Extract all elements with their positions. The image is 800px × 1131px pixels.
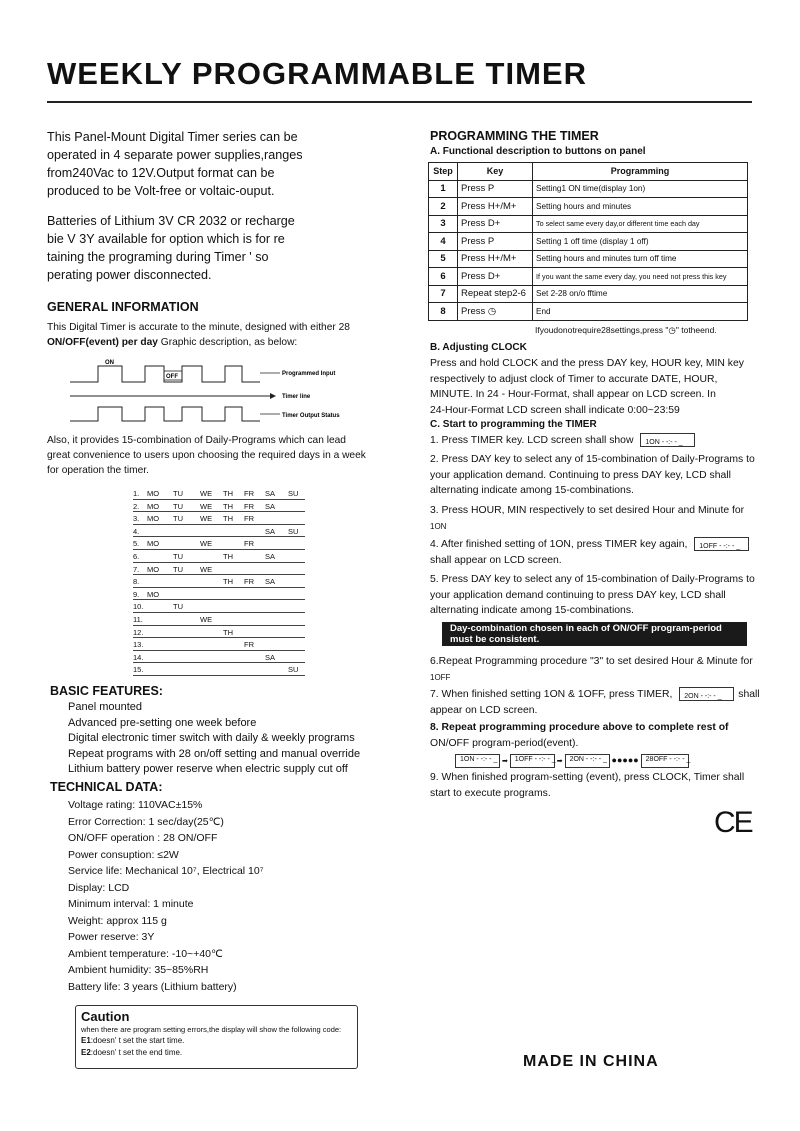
combination-day: SA bbox=[265, 652, 276, 662]
feature-item: Advanced pre-setting one week before bbox=[68, 716, 257, 729]
general-text bbox=[47, 320, 377, 350]
combination-day: WE bbox=[200, 564, 213, 574]
c7-line: appear on LCD screen. bbox=[430, 704, 538, 716]
feature-item: Panel mounted bbox=[68, 701, 142, 713]
step-c2 bbox=[430, 452, 760, 499]
key-name: Press P bbox=[458, 233, 533, 251]
step-c4 bbox=[430, 537, 760, 568]
programming-desc: Setting1 ON time(display 1on) bbox=[533, 180, 748, 198]
tech-item: Minimum interval: 1 minute bbox=[68, 898, 194, 910]
combination-day: TU bbox=[173, 514, 183, 524]
general-line bbox=[47, 335, 377, 350]
c8-bold: 8. Repeat programming procedure above to complete rest of bbox=[430, 722, 729, 733]
combination-day: MO bbox=[147, 489, 160, 498]
c2-line: 2. Press DAY key to select any of 15-combination of Daily-Programs to bbox=[430, 454, 755, 465]
programming-desc: Setting hours and minutes bbox=[533, 198, 748, 216]
combination-day: FR bbox=[244, 577, 254, 587]
intro-paragraph-1 bbox=[47, 128, 337, 200]
step-c8 bbox=[430, 720, 760, 751]
combination-row bbox=[133, 563, 305, 576]
step-c3 bbox=[430, 503, 760, 534]
step-number: 2 bbox=[429, 198, 458, 216]
section-a-heading: A. Functional description to buttons on panel bbox=[430, 146, 646, 157]
combination-day: TH bbox=[223, 501, 233, 511]
programming-desc: If you want the same every day, you need not press this key bbox=[533, 268, 748, 286]
combination-row bbox=[133, 537, 305, 550]
arrow-head-icon bbox=[270, 393, 276, 399]
combination-day: TH bbox=[223, 627, 233, 637]
lcd-2on: 2ON - -:- - _ bbox=[679, 687, 734, 701]
progress-dots: ●●●●● bbox=[611, 754, 639, 765]
combination-row bbox=[133, 638, 305, 651]
caution-e2 bbox=[81, 1047, 352, 1059]
c5-line: alternating indicate among 15-combinations. bbox=[430, 605, 634, 616]
general-bold: ON/OFF(event) per day bbox=[47, 337, 158, 348]
key-table bbox=[428, 162, 748, 321]
banner-line: must be consistent. bbox=[450, 634, 540, 645]
technical-list bbox=[68, 797, 264, 995]
tech-item: Battery life: 3 years (Lithium battery) bbox=[68, 980, 237, 993]
key-table-row bbox=[429, 250, 748, 268]
general-heading: GENERAL INFORMATION bbox=[47, 300, 199, 314]
c9-line: start to execute programs. bbox=[430, 787, 551, 799]
combination-number: 14. bbox=[133, 652, 144, 662]
key-name: Press ◷ bbox=[458, 303, 533, 321]
timing-diagram bbox=[70, 356, 360, 426]
intro-line: bie V 3Y available for option which is for re bbox=[47, 232, 285, 246]
combination-day: FR bbox=[244, 640, 254, 650]
combination-day: TH bbox=[223, 577, 233, 587]
on-label: ON bbox=[105, 360, 114, 366]
e2-code: E2 bbox=[81, 1048, 91, 1057]
combination-row bbox=[133, 613, 305, 626]
feature-item: Digital electronic timer switch with daily & weekly programs bbox=[68, 732, 355, 744]
combination-number: 12. bbox=[133, 627, 144, 637]
combination-day: FR bbox=[244, 501, 254, 511]
combination-day: SA bbox=[265, 552, 276, 561]
combination-row bbox=[133, 663, 305, 676]
key-name: Press H+/M+ bbox=[458, 250, 533, 268]
combination-day: TU bbox=[173, 552, 183, 561]
key-table-row bbox=[429, 180, 748, 198]
key-name: Press P bbox=[458, 180, 533, 198]
combination-day: TU bbox=[173, 602, 183, 612]
tech-item: Power consuption: ≤2W bbox=[68, 848, 179, 861]
combination-row bbox=[133, 651, 305, 664]
header-step: Step bbox=[429, 163, 458, 181]
lcd-seq-2on: 2ON - -:- - _ bbox=[565, 754, 610, 768]
combination-day: TU bbox=[173, 564, 183, 574]
combination-row bbox=[133, 525, 305, 538]
step-c7 bbox=[430, 687, 760, 718]
section-b-heading: B. Adjusting CLOCK bbox=[430, 342, 527, 353]
combination-day: FR bbox=[244, 539, 254, 549]
step-number: 6 bbox=[429, 268, 458, 286]
combination-number: 6. bbox=[133, 552, 140, 561]
section-b-text bbox=[430, 356, 760, 418]
step-c6 bbox=[430, 654, 760, 685]
page-title: WEEKLY PROGRAMMABLE TIMER bbox=[47, 56, 587, 91]
combination-number: 5. bbox=[133, 539, 140, 549]
header-key: Key bbox=[458, 163, 533, 181]
combination-row bbox=[133, 575, 305, 588]
combination-number: 9. bbox=[133, 589, 140, 599]
key-name: Press H+/M+ bbox=[458, 198, 533, 216]
made-in-label: MADE IN CHINA bbox=[523, 1053, 659, 1070]
combination-number: 2. bbox=[133, 501, 140, 511]
key-table-row bbox=[429, 215, 748, 233]
step-number: 5 bbox=[429, 250, 458, 268]
c8-line: ON/OFF program-period(event). bbox=[430, 737, 579, 749]
ce-mark-icon: CE bbox=[714, 806, 752, 839]
e2-text: :doesn' t set the end time. bbox=[90, 1048, 183, 1057]
table-note: Ifyoudonotrequire28settings,press "◷" totheend. bbox=[535, 325, 717, 335]
programming-desc: Setting hours and minutes turn off time bbox=[533, 250, 748, 268]
combination-day: MO bbox=[147, 501, 160, 511]
section-c-heading: C. Start to programming the TIMER bbox=[430, 419, 597, 430]
combination-number: 8. bbox=[133, 577, 140, 587]
combination-day: TH bbox=[223, 514, 233, 524]
programming-desc: End bbox=[533, 303, 748, 321]
combination-day: MO bbox=[147, 539, 160, 549]
key-name: Press D+ bbox=[458, 268, 533, 286]
tech-item: Error Correction: 1 sec/day(25℃) bbox=[68, 815, 224, 828]
intro-line: Batteries of Lithium 3V CR 2032 or recharge bbox=[47, 214, 295, 228]
key-table-row bbox=[429, 303, 748, 321]
c5-line: your application demand continuing to press DAY key, LCD shall bbox=[430, 589, 726, 601]
intro-line: operated in 4 separate power supplies,ranges bbox=[47, 148, 303, 162]
tech-item: Power reserve: 3Y bbox=[68, 931, 155, 943]
key-table-header bbox=[429, 163, 748, 181]
combination-row bbox=[133, 626, 305, 639]
programming-desc: To select same every day,or different time each day bbox=[533, 215, 748, 233]
title-divider bbox=[47, 101, 752, 103]
combination-day: MO bbox=[147, 564, 160, 574]
c7-shall: shall bbox=[738, 689, 760, 700]
intro-line: from240Vac to 12V.Output format can be bbox=[47, 166, 275, 180]
combination-number: 13. bbox=[133, 640, 144, 650]
combination-day: SA bbox=[265, 501, 276, 511]
combination-day: FR bbox=[244, 489, 254, 498]
caution-line: when there are program setting errors,the display will show the following code: bbox=[81, 1025, 342, 1034]
caution-heading: Caution bbox=[81, 1009, 130, 1024]
combination-day: SA bbox=[265, 577, 276, 587]
combination-number: 10. bbox=[133, 602, 144, 612]
intro-paragraph-2 bbox=[47, 212, 337, 284]
combination-day: TU bbox=[173, 501, 183, 511]
key-table-row bbox=[429, 268, 748, 286]
combination-day: SU bbox=[288, 665, 299, 675]
e1-code: E1 bbox=[81, 1036, 91, 1045]
also-text bbox=[47, 433, 377, 478]
c6-line: 6.Repeat Programming procedure "3" to set desired Hour & Minute for bbox=[430, 656, 753, 667]
combination-number: 1. bbox=[133, 489, 140, 498]
c4-line: shall appear on LCD screen. bbox=[430, 554, 562, 566]
combination-number: 3. bbox=[133, 514, 140, 524]
technical-heading: TECHNICAL DATA: bbox=[50, 780, 163, 794]
intro-line: perating power disconnected. bbox=[47, 268, 212, 282]
programmed-input-label: Programmed Input bbox=[282, 371, 336, 377]
key-table-row bbox=[429, 198, 748, 216]
lcd-seq-1off: 1OFF - -:- - _ bbox=[510, 754, 555, 768]
step-number: 4 bbox=[429, 233, 458, 251]
arrow-right-icon: ➡ bbox=[501, 757, 508, 765]
tech-item: ON/OFF operation : 28 ON/OFF bbox=[68, 832, 218, 844]
step-number: 1 bbox=[429, 180, 458, 198]
combination-row bbox=[133, 588, 305, 601]
tech-item: Service life: Mechanical 10⁷, Electrical 10⁷ bbox=[68, 865, 264, 877]
step-c9 bbox=[430, 770, 760, 801]
step-c5 bbox=[430, 572, 760, 619]
tech-item: Voltage rating: 110VAC±15% bbox=[68, 799, 203, 811]
timer-output-wave bbox=[70, 407, 260, 421]
caution-box bbox=[75, 1005, 358, 1069]
lcd-seq-28off: 28OFF - -:- - _ bbox=[641, 754, 689, 768]
features-list bbox=[68, 700, 360, 778]
key-table-row bbox=[429, 285, 748, 303]
c6-sub: 1OFF bbox=[430, 672, 451, 682]
key-name: Press D+ bbox=[458, 215, 533, 233]
combination-day: SU bbox=[288, 489, 299, 498]
c3-line: 3. Press HOUR, MIN respectively to set desired Hour and Minute for bbox=[430, 505, 745, 516]
combination-day: WE bbox=[200, 489, 213, 498]
combination-row bbox=[133, 500, 305, 513]
step-number: 3 bbox=[429, 215, 458, 233]
c3-sub: 1ON bbox=[430, 521, 447, 531]
caution-e1 bbox=[81, 1035, 352, 1047]
key-name: Repeat step2-6 bbox=[458, 285, 533, 303]
combination-day: MO bbox=[147, 589, 160, 599]
combination-day: SA bbox=[265, 489, 276, 498]
tech-item: Ambient temperature: -10~+40℃ bbox=[68, 947, 223, 960]
combination-day: WE bbox=[200, 615, 213, 624]
combination-day: FR bbox=[244, 514, 254, 524]
b-line: 24-Hour-Format LCD screen shall indicate 0:00~23:59 bbox=[430, 404, 680, 416]
combination-day: WE bbox=[200, 539, 213, 549]
programming-heading: PROGRAMMING THE TIMER bbox=[430, 129, 599, 143]
intro-line: This Panel-Mount Digital Timer series can be bbox=[47, 130, 298, 144]
step-c1 bbox=[430, 433, 695, 449]
combination-day: WE bbox=[200, 514, 213, 524]
feature-item: Repeat programs with 28 on/off setting and manual override bbox=[68, 747, 361, 760]
c1-text: 1. Press TIMER key. LCD screen shall show bbox=[430, 435, 634, 446]
key-table-row bbox=[429, 233, 748, 251]
combination-number: 15. bbox=[133, 665, 144, 675]
combination-day: TH bbox=[223, 489, 233, 498]
e1-text: :doesn' t set the start time. bbox=[90, 1036, 185, 1045]
features-heading: BASIC FEATURES: bbox=[50, 684, 163, 698]
banner-line: Day-combination chosen in each of ON/OFF program-period bbox=[450, 623, 722, 634]
c9-line: 9. When finished program-setting (event), press CLOCK, Timer shall bbox=[430, 772, 745, 783]
general-line: This Digital Timer is accurate to the minute, designed with either 28 bbox=[47, 322, 350, 333]
programming-desc: Set 2-28 on/o fftime bbox=[533, 285, 748, 303]
c4-text: 4. After finished setting of 1ON, press TIMER key again, bbox=[430, 539, 688, 550]
also-line: for operation the timer. bbox=[47, 465, 149, 476]
header-programming: Programming bbox=[533, 163, 748, 181]
lcd-seq-1on: 1ON - -:- - _ bbox=[455, 754, 500, 768]
c2-line: alternating indicate among 15-combinations. bbox=[430, 485, 634, 496]
feature-item: Lithium battery power reserve when electric supply cut off bbox=[68, 763, 348, 775]
c7-text: 7. When finished setting 1ON & 1OFF, press TIMER, bbox=[430, 689, 673, 700]
general-rest: Graphic description, as below: bbox=[157, 337, 298, 348]
tech-item: Ambient humidity: 35~85%RH bbox=[68, 964, 209, 976]
arrow-right-icon: ➡ bbox=[556, 757, 563, 765]
combination-day: SU bbox=[288, 526, 299, 536]
combination-day: MO bbox=[147, 514, 160, 524]
lcd-1off: 1OFF - -:- - _ bbox=[694, 537, 749, 551]
b-line: MINUTE. In 24 - Hour-Format, shall appear on LCD screen. In bbox=[430, 389, 716, 400]
c2-line: your application demand. Continuing to press DAY key, LCD shall bbox=[430, 469, 731, 481]
step-number: 8 bbox=[429, 303, 458, 321]
combination-number: 4. bbox=[133, 526, 140, 536]
combination-day: WE bbox=[200, 501, 213, 511]
intro-line: taining the programing during Timer ' so bbox=[47, 250, 269, 264]
lcd-1on: 1ON - -:- - _ bbox=[640, 433, 695, 447]
combination-row bbox=[133, 487, 305, 500]
off-label: OFF bbox=[166, 374, 178, 380]
combination-day: TU bbox=[173, 489, 183, 498]
programming-desc: Setting 1 off time (display 1 off) bbox=[533, 233, 748, 251]
c5-line: 5. Press DAY key to select any of 15-combination of Daily-Programs to bbox=[430, 574, 755, 585]
b-line: Press and hold CLOCK and the press DAY key, HOUR key, MIN key bbox=[430, 358, 744, 369]
combination-number: 11. bbox=[133, 615, 143, 624]
combination-day: SA bbox=[265, 526, 276, 536]
intro-line: produced to be Volt-free or voltaic-ouput. bbox=[47, 184, 275, 198]
also-line: great convenience to users upon choosing the required days in a week bbox=[47, 450, 366, 461]
consistency-banner bbox=[442, 622, 747, 646]
timer-line-label: Timer line bbox=[282, 394, 311, 400]
step-number: 7 bbox=[429, 285, 458, 303]
combination-number: 7. bbox=[133, 564, 140, 574]
lcd-sequence bbox=[455, 754, 689, 768]
tech-item: Weight: approx 115 g bbox=[68, 914, 167, 927]
tech-item: Display: LCD bbox=[68, 881, 130, 894]
also-line: Also, it provides 15-combination of Daily-Programs which can lead bbox=[47, 435, 346, 446]
b-line: respectively to adjust clock of Timer to accurate DATE, HOUR, bbox=[430, 373, 718, 385]
combination-row bbox=[133, 600, 305, 613]
combination-row bbox=[133, 512, 305, 525]
combination-row bbox=[133, 550, 305, 563]
combination-day: TH bbox=[223, 552, 233, 561]
timer-output-label: Timer Output Status bbox=[282, 413, 340, 419]
